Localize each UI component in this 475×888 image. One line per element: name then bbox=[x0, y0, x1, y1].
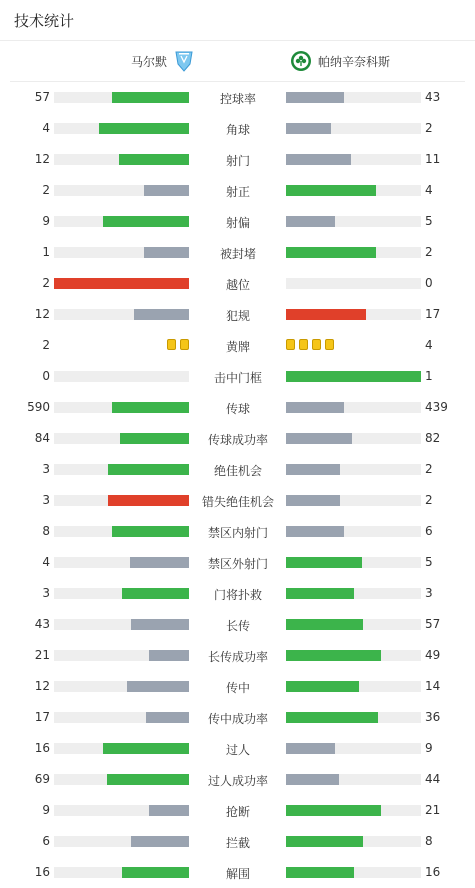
home-stat-bar bbox=[149, 805, 190, 816]
away-stat-value: 8 bbox=[425, 834, 433, 848]
home-stat-value: 12 bbox=[34, 307, 50, 321]
home-stat-bar bbox=[131, 619, 189, 630]
away-stat-bar bbox=[286, 867, 354, 878]
away-stat-bar bbox=[286, 154, 351, 165]
away-stat-bar bbox=[286, 402, 344, 413]
away-stat-bar-track bbox=[286, 805, 421, 816]
home-stat-bar-track bbox=[54, 681, 189, 692]
stat-row bbox=[0, 826, 475, 857]
away-stat-bar-track bbox=[286, 433, 421, 444]
yellow-card-icon bbox=[286, 339, 295, 350]
stat-row bbox=[0, 547, 475, 578]
home-stat-bar bbox=[130, 557, 189, 568]
away-stat-value: 17 bbox=[425, 307, 441, 321]
home-stat-value: 9 bbox=[42, 803, 50, 817]
stat-row bbox=[0, 392, 475, 423]
home-stat-bar bbox=[149, 650, 190, 661]
stat-row bbox=[0, 454, 475, 485]
away-stat-value: 43 bbox=[425, 90, 441, 104]
home-stat-bar-track bbox=[54, 309, 189, 320]
home-stat-value: 16 bbox=[34, 865, 50, 879]
home-stat-value: 590 bbox=[27, 400, 50, 414]
away-stat-bar bbox=[286, 185, 376, 196]
home-stat-bar bbox=[144, 185, 189, 196]
away-stat-bar bbox=[286, 433, 352, 444]
stat-label: 犯规 bbox=[225, 309, 250, 323]
home-stat-value: 12 bbox=[34, 679, 50, 693]
stat-label: 禁区外射门 bbox=[207, 557, 268, 571]
yellow-card-icon bbox=[325, 339, 334, 350]
stat-row bbox=[0, 733, 475, 764]
away-stat-bar bbox=[286, 526, 344, 537]
home-stat-value: 3 bbox=[42, 462, 50, 476]
home-stat-value: 3 bbox=[42, 493, 50, 507]
stat-row bbox=[0, 485, 475, 516]
away-stat-value: 2 bbox=[425, 462, 433, 476]
away-stat-bar-track bbox=[286, 650, 421, 661]
home-stat-bar-track bbox=[54, 774, 189, 785]
away-stat-bar-track bbox=[286, 712, 421, 723]
home-stat-bar-track bbox=[54, 92, 189, 103]
home-stat-bar bbox=[120, 433, 189, 444]
home-stat-bar-track bbox=[54, 867, 189, 878]
home-stat-bar-track bbox=[54, 278, 189, 289]
away-stat-bar bbox=[286, 216, 335, 227]
away-stat-value: 49 bbox=[425, 648, 441, 662]
away-stat-value: 3 bbox=[425, 586, 433, 600]
away-stat-bar bbox=[286, 464, 340, 475]
home-stat-bar-track bbox=[54, 650, 189, 661]
stat-row bbox=[0, 702, 475, 733]
stat-label: 门将扑救 bbox=[213, 588, 262, 602]
away-stat-value: 44 bbox=[425, 772, 441, 786]
home-stat-bar-track bbox=[54, 557, 189, 568]
away-stat-bar-track bbox=[286, 557, 421, 568]
yellow-card-icon bbox=[167, 339, 176, 350]
away-stat-bar bbox=[286, 743, 335, 754]
stat-label: 射正 bbox=[225, 185, 250, 199]
home-stat-bar bbox=[103, 216, 189, 227]
stat-row bbox=[0, 764, 475, 795]
home-stat-bar-track bbox=[54, 247, 189, 258]
home-stat-bar bbox=[108, 464, 189, 475]
away-stat-bar-track bbox=[286, 123, 421, 134]
stats-list bbox=[0, 82, 475, 888]
home-stat-bar-track bbox=[54, 588, 189, 599]
home-stat-value: 17 bbox=[34, 710, 50, 724]
away-stat-bar-track bbox=[286, 836, 421, 847]
away-stat-value: 6 bbox=[425, 524, 433, 538]
away-stat-value: 2 bbox=[425, 245, 433, 259]
home-stat-bar bbox=[112, 402, 189, 413]
away-stat-bar bbox=[286, 371, 421, 382]
stat-label: 错失绝佳机会 bbox=[201, 495, 274, 509]
stat-row bbox=[0, 609, 475, 640]
home-stat-bar bbox=[144, 247, 189, 258]
away-stat-bar-track bbox=[286, 774, 421, 785]
stat-label: 传球成功率 bbox=[207, 433, 268, 447]
home-stat-bar-track bbox=[54, 154, 189, 165]
home-team[interactable] bbox=[131, 41, 195, 81]
away-stat-bar bbox=[286, 805, 381, 816]
section-header bbox=[0, 0, 475, 41]
section-title: 技术统计 bbox=[14, 11, 75, 30]
away-stat-bar bbox=[286, 557, 362, 568]
away-stat-bar bbox=[286, 836, 363, 847]
away-stat-value: 4 bbox=[425, 183, 433, 197]
home-stat-bar bbox=[103, 743, 189, 754]
away-stat-value: 1 bbox=[425, 369, 433, 383]
stat-label: 长传 bbox=[225, 619, 250, 633]
away-stat-value: 0 bbox=[425, 276, 433, 290]
home-stat-bar bbox=[127, 681, 189, 692]
away-stat-bar-track bbox=[286, 92, 421, 103]
yellow-card-icon bbox=[299, 339, 308, 350]
away-team-name: 帕纳辛奈科斯 bbox=[318, 54, 391, 69]
away-stat-bar-track bbox=[286, 526, 421, 537]
home-stat-bar bbox=[131, 836, 189, 847]
away-stat-bar-track bbox=[286, 278, 421, 289]
home-stat-bar bbox=[122, 867, 190, 878]
home-stat-value: 69 bbox=[34, 772, 50, 786]
stat-row bbox=[0, 795, 475, 826]
home-stat-value: 21 bbox=[34, 648, 50, 662]
stat-label: 传中 bbox=[225, 681, 250, 695]
home-stat-bar-track bbox=[54, 464, 189, 475]
stat-label: 绝佳机会 bbox=[213, 464, 262, 478]
away-stat-bar bbox=[286, 247, 376, 258]
stat-row bbox=[0, 175, 475, 206]
stat-label: 长传成功率 bbox=[207, 650, 268, 664]
home-stat-bar-track bbox=[54, 743, 189, 754]
home-stat-value: 0 bbox=[42, 369, 50, 383]
home-stat-bar bbox=[146, 712, 189, 723]
stat-label: 过人成功率 bbox=[207, 774, 268, 788]
stat-row bbox=[0, 578, 475, 609]
home-stat-bar-track bbox=[54, 185, 189, 196]
teams-header bbox=[10, 41, 465, 82]
stat-row bbox=[0, 423, 475, 454]
away-stat-value: 21 bbox=[425, 803, 441, 817]
home-stat-bar bbox=[99, 123, 189, 134]
away-stat-bar bbox=[286, 309, 366, 320]
away-stat-bar-track bbox=[286, 371, 421, 382]
stat-label: 角球 bbox=[225, 123, 250, 137]
home-stat-value: 4 bbox=[42, 121, 50, 135]
home-stat-value: 9 bbox=[42, 214, 50, 228]
home-stat-value: 2 bbox=[42, 338, 50, 352]
stat-label: 越位 bbox=[225, 278, 250, 292]
away-team[interactable] bbox=[290, 41, 390, 81]
stat-label: 传球 bbox=[225, 402, 250, 416]
stat-row bbox=[0, 268, 475, 299]
home-stat-bar-track bbox=[54, 526, 189, 537]
away-stat-value: 2 bbox=[425, 493, 433, 507]
home-stat-bar bbox=[107, 774, 189, 785]
home-stat-value: 4 bbox=[42, 555, 50, 569]
away-stat-value: 4 bbox=[425, 338, 433, 352]
away-stat-bar-track bbox=[286, 681, 421, 692]
home-stat-value: 12 bbox=[34, 152, 50, 166]
away-stat-bar bbox=[286, 619, 363, 630]
away-stat-bar bbox=[286, 92, 344, 103]
stat-row bbox=[0, 857, 475, 888]
away-stat-bar bbox=[286, 774, 339, 785]
away-stat-bar-track bbox=[286, 402, 421, 413]
home-stat-bar-track bbox=[54, 836, 189, 847]
home-stat-bar-track bbox=[54, 433, 189, 444]
home-stat-value: 1 bbox=[42, 245, 50, 259]
stat-label: 传中成功率 bbox=[207, 712, 268, 726]
home-stat-bar bbox=[122, 588, 190, 599]
away-stat-value: 11 bbox=[425, 152, 441, 166]
away-stat-value: 36 bbox=[425, 710, 441, 724]
away-stat-bar bbox=[286, 588, 354, 599]
home-stat-bar bbox=[119, 154, 189, 165]
stat-row bbox=[0, 206, 475, 237]
away-stat-value: 9 bbox=[425, 741, 433, 755]
home-stat-value: 43 bbox=[34, 617, 50, 631]
home-stat-value: 6 bbox=[42, 834, 50, 848]
away-stat-bar bbox=[286, 681, 359, 692]
home-stat-value: 84 bbox=[34, 431, 50, 445]
home-stat-bar bbox=[112, 526, 189, 537]
stat-label: 射门 bbox=[225, 154, 250, 168]
stat-label: 射偏 bbox=[225, 216, 250, 230]
home-stat-value: 3 bbox=[42, 586, 50, 600]
away-stat-bar-track bbox=[286, 154, 421, 165]
stat-row bbox=[0, 640, 475, 671]
away-stat-value: 5 bbox=[425, 555, 433, 569]
panathinaikos-crest-icon bbox=[290, 50, 312, 72]
away-yellow-cards bbox=[286, 339, 334, 352]
stat-label: 黄牌 bbox=[225, 340, 250, 354]
away-stat-bar-track bbox=[286, 588, 421, 599]
away-stat-bar-track bbox=[286, 743, 421, 754]
away-stat-bar bbox=[286, 495, 340, 506]
stat-label: 击中门框 bbox=[213, 371, 262, 385]
away-stat-value: 439 bbox=[425, 400, 448, 414]
away-stat-value: 57 bbox=[425, 617, 441, 631]
stat-row bbox=[0, 237, 475, 268]
stat-label: 控球率 bbox=[219, 92, 256, 106]
away-stat-bar-track bbox=[286, 867, 421, 878]
home-stat-bar-track bbox=[54, 402, 189, 413]
home-stat-bar-track bbox=[54, 216, 189, 227]
home-team-name: 马尔默 bbox=[130, 54, 167, 69]
home-stat-bar-track bbox=[54, 712, 189, 723]
stat-row bbox=[0, 299, 475, 330]
home-stat-value: 2 bbox=[42, 276, 50, 290]
malmo-crest-icon bbox=[173, 50, 195, 72]
away-stat-bar-track bbox=[286, 247, 421, 258]
stat-label: 被封堵 bbox=[219, 247, 256, 261]
stat-label: 过人 bbox=[225, 743, 250, 757]
stat-row bbox=[0, 361, 475, 392]
home-stat-bar-track bbox=[54, 123, 189, 134]
stat-label: 解围 bbox=[225, 867, 250, 881]
home-stat-bar-track bbox=[54, 619, 189, 630]
away-stat-value: 5 bbox=[425, 214, 433, 228]
away-stat-value: 16 bbox=[425, 865, 441, 879]
stat-row bbox=[0, 113, 475, 144]
stat-row bbox=[0, 144, 475, 175]
home-stat-value: 2 bbox=[42, 183, 50, 197]
home-stat-bar bbox=[54, 278, 189, 289]
stat-row bbox=[0, 330, 475, 361]
home-yellow-cards bbox=[167, 339, 189, 352]
stat-label: 抢断 bbox=[225, 805, 250, 819]
away-stat-value: 14 bbox=[425, 679, 441, 693]
home-stat-bar-track bbox=[54, 371, 189, 382]
stat-row bbox=[0, 671, 475, 702]
yellow-card-icon bbox=[180, 339, 189, 350]
away-stat-value: 82 bbox=[425, 431, 441, 445]
away-stat-value: 2 bbox=[425, 121, 433, 135]
away-stat-bar-track bbox=[286, 464, 421, 475]
yellow-card-icon bbox=[312, 339, 321, 350]
stat-label: 拦截 bbox=[225, 836, 250, 850]
home-stat-bar bbox=[108, 495, 189, 506]
stat-row bbox=[0, 516, 475, 547]
home-stat-value: 16 bbox=[34, 741, 50, 755]
away-stat-bar-track bbox=[286, 619, 421, 630]
away-stat-bar-track bbox=[286, 309, 421, 320]
stat-label: 禁区内射门 bbox=[207, 526, 268, 540]
away-stat-bar-track bbox=[286, 216, 421, 227]
home-stat-bar-track bbox=[54, 805, 189, 816]
home-stat-bar-track bbox=[54, 495, 189, 506]
away-stat-bar-track bbox=[286, 495, 421, 506]
away-stat-bar bbox=[286, 123, 331, 134]
stat-row bbox=[0, 82, 475, 113]
home-stat-value: 57 bbox=[34, 90, 50, 104]
away-stat-bar-track bbox=[286, 185, 421, 196]
away-stat-bar bbox=[286, 650, 381, 661]
home-stat-value: 8 bbox=[42, 524, 50, 538]
home-stat-bar bbox=[134, 309, 189, 320]
home-stat-bar bbox=[112, 92, 189, 103]
away-stat-bar bbox=[286, 712, 378, 723]
